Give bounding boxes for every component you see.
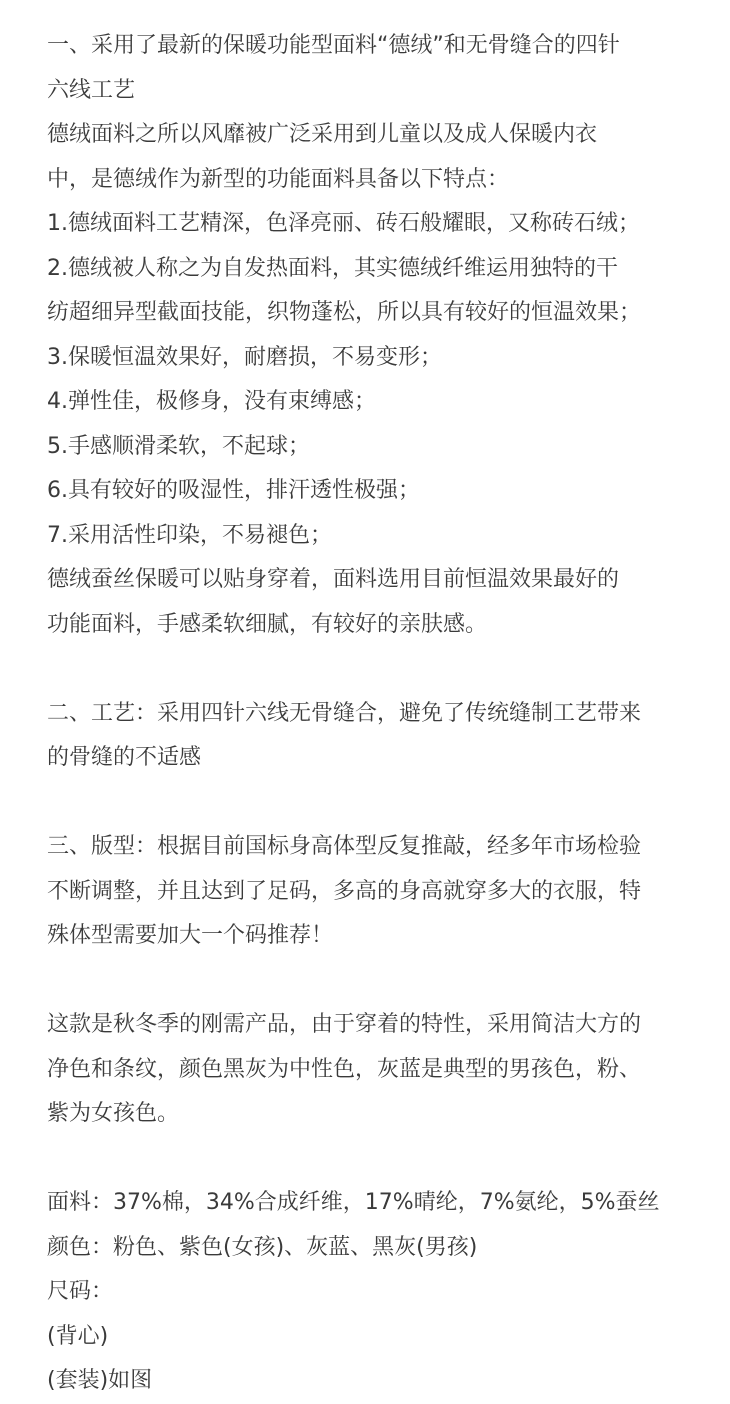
section-description xyxy=(47,1003,690,1137)
craft-line-1: 二、工艺：采用四针六线无骨缝合，避免了传统缝制工艺带来 xyxy=(47,700,642,726)
paragraph-gap xyxy=(47,1137,690,1182)
feature-7: 7.采用活性印染，不易褪色； xyxy=(47,522,332,548)
description-line-3: 紫为女孩色。 xyxy=(47,1101,180,1126)
craft-line-2: 的骨缝的不适感 xyxy=(47,745,202,770)
section-craft xyxy=(47,692,690,781)
spec-size-set: (套装)如图 xyxy=(47,1368,153,1393)
spec-size-vest: (背心) xyxy=(47,1323,109,1349)
feature-3: 3.保暖恒温效果好，耐磨损，不易变形； xyxy=(47,344,442,370)
section-fabric-tech xyxy=(47,24,690,647)
intro-line-2: 中，是德绒作为新型的功能面料具备以下特点： xyxy=(47,166,510,192)
paragraph-gap xyxy=(47,781,690,826)
closing-line-2: 功能面料，手感柔软细腻，有较好的亲肤感。 xyxy=(47,611,488,637)
spec-size-label: 尺码： xyxy=(47,1279,114,1304)
feature-1: 1.德绒面料工艺精深，色泽亮丽、砖石般耀眼，又称砖石绒； xyxy=(47,211,640,236)
closing-line-1: 德绒蚕丝保暖可以贴身穿着，面料选用目前恒温效果最好的 xyxy=(47,567,620,592)
feature-6: 6.具有较好的吸湿性，排汗透性极强； xyxy=(47,478,420,503)
section-specs xyxy=(47,1181,690,1404)
paragraph-gap xyxy=(47,647,690,692)
fit-line-3: 殊体型需要加大一个码推荐！ xyxy=(47,923,334,948)
paragraph-gap xyxy=(47,959,690,1004)
feature-5: 5.手感顺滑柔软，不起球； xyxy=(47,433,310,459)
section-heading-line-2: 六线工艺 xyxy=(47,77,136,103)
fit-line-2: 不断调整，并且达到了足码，多高的身高就穿多大的衣服，特 xyxy=(47,878,642,904)
fit-line-1: 三、版型：根据目前国标身高体型反复推敲，经多年市场检验 xyxy=(47,834,642,859)
feature-2-line-2: 纺超细异型截面技能，织物蓬松，所以具有较好的恒温效果； xyxy=(47,300,642,325)
feature-2-line-1: 2.德绒被人称之为自发热面料，其实德绒纤维运用独特的干 xyxy=(47,255,618,281)
feature-4: 4.弹性佳，极修身，没有束缚感； xyxy=(47,389,376,414)
description-line-1: 这款是秋冬季的刚需产品，由于穿着的特性，采用简洁大方的 xyxy=(47,1012,642,1037)
section-heading-line-1: 一、采用了最新的保暖功能型面料“德绒”和无骨缝合的四针 xyxy=(47,33,620,58)
description-line-2: 净色和条纹，颜色黑灰为中性色，灰蓝是典型的男孩色，粉、 xyxy=(47,1056,642,1082)
section-fit xyxy=(47,825,690,959)
spec-colors: 颜色：粉色、紫色(女孩)、灰蓝、黑灰(男孩) xyxy=(47,1234,478,1260)
intro-line-1: 德绒面料之所以风靡被广泛采用到儿童以及成人保暖内衣 xyxy=(47,122,598,147)
spec-fabric: 面料：37%棉，34%合成纤维，17%晴纶，7%氨纶，5%蚕丝 xyxy=(47,1190,660,1215)
